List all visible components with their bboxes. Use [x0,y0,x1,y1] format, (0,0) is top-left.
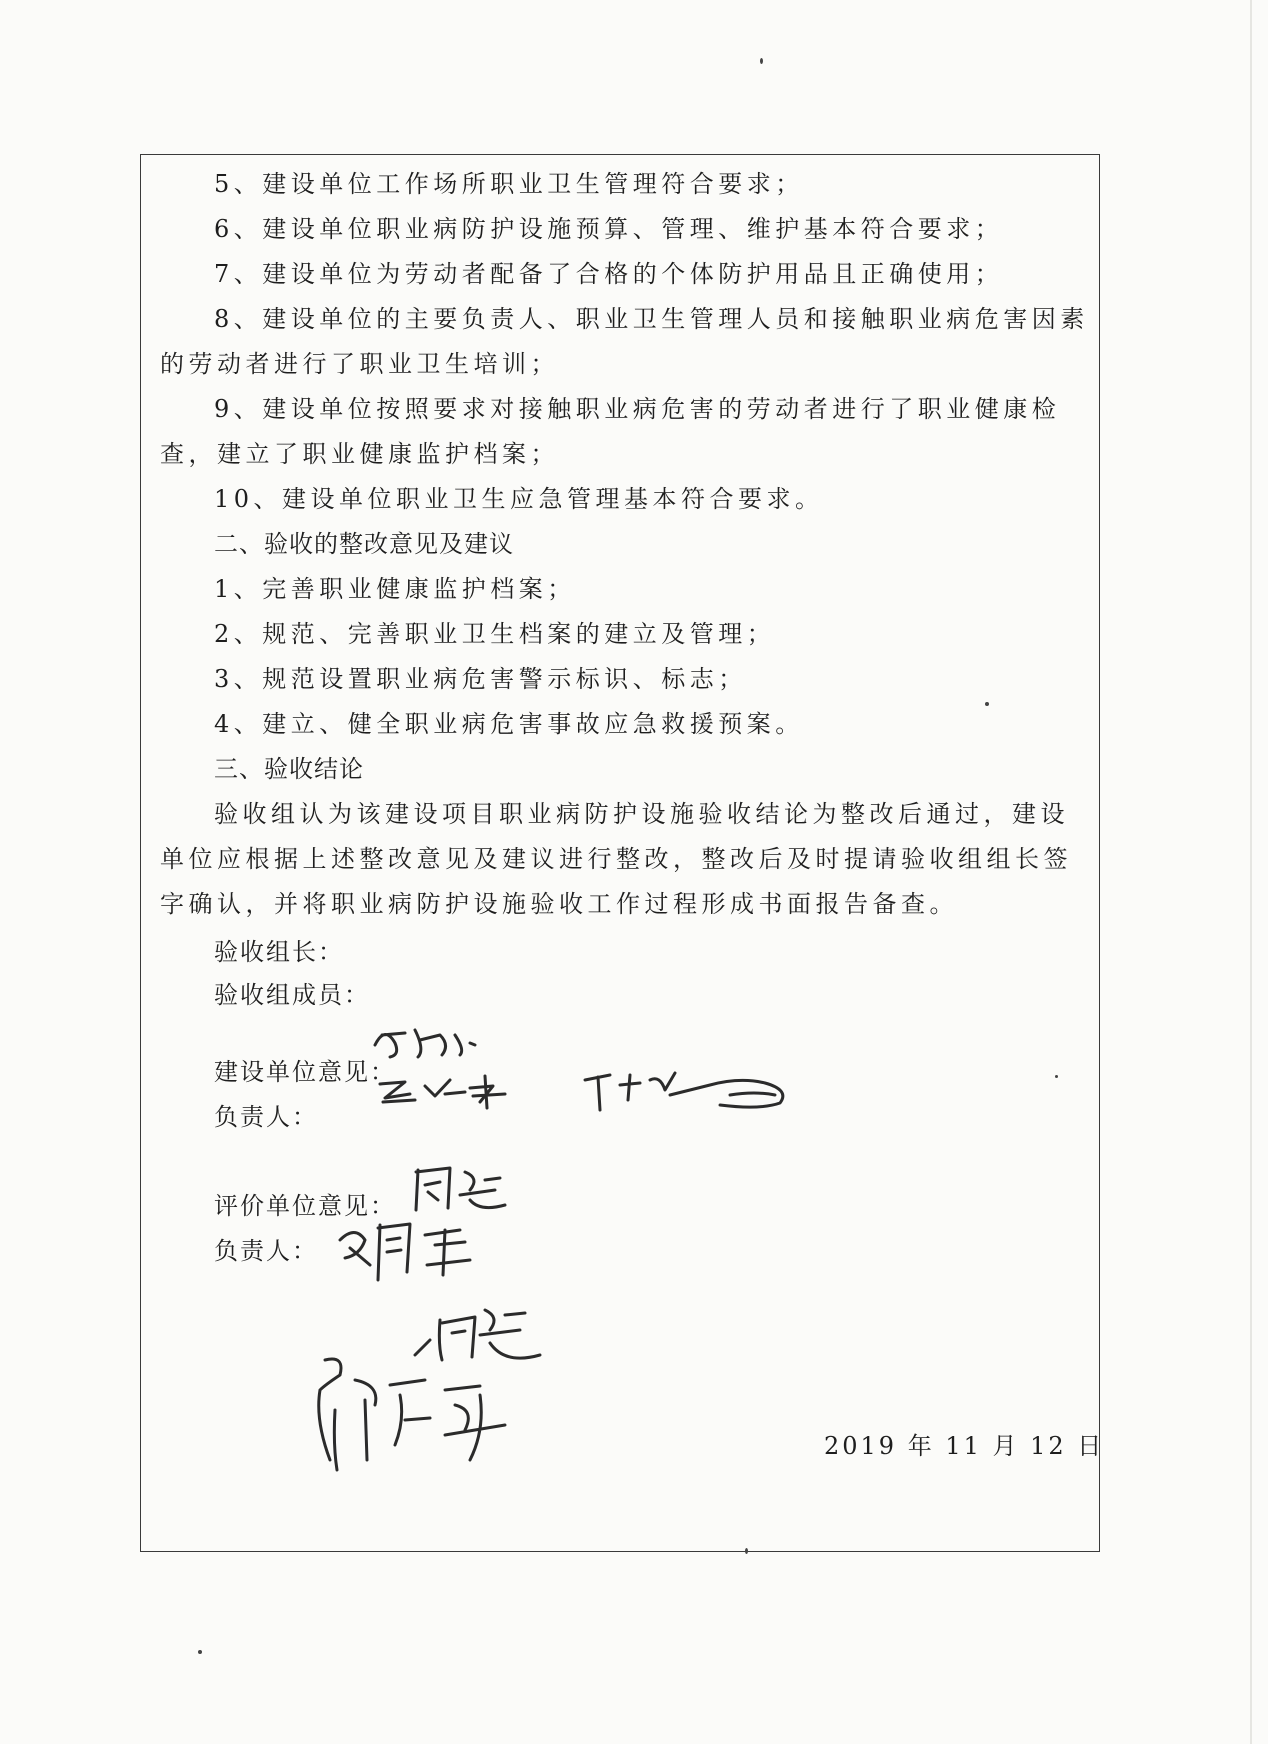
conclusion-5: 5、建设单位工作场所职业卫生管理符合要求； [214,170,804,198]
evaluator-opinion-label: 评价单位意见： [214,1192,396,1220]
conclusion-7: 7、建设单位为劳动者配备了合格的个体防护用品且正确使用； [214,260,1004,288]
conclusion-9-cont: 查，建立了职业健康监护档案； [160,440,559,468]
conclusion-9: 9、建设单位按照要求对接触职业病危害的劳动者进行了职业健康检 [214,395,1061,423]
conclusion-8-cont: 的劳动者进行了职业卫生培训； [160,350,559,378]
conclusion-10: 10、建设单位职业卫生应急管理基本符合要求。 [214,485,824,513]
member-signature-2 [580,1055,810,1125]
scan-speck [1055,1075,1058,1078]
document-date: 2019 年 11 月 12 日 [824,1432,1105,1460]
builder-person-signature [335,1210,485,1290]
section3-title: 三、验收结论 [214,755,364,783]
scan-speck [760,58,763,64]
builder-opinion-label: 建设单位意见： [214,1058,396,1086]
verdict-line-3: 字确认，并将职业病防护设施验收工作过程形成书面报告备查。 [160,890,958,918]
scan-speck [745,1548,748,1554]
evaluator-person-signature [305,1350,545,1490]
rectification-3: 3、规范设置职业病危害警示标识、标志； [214,665,747,693]
rectification-4: 4、建立、健全职业病危害事故应急救援预案。 [214,710,804,738]
verdict-line-2: 单位应根据上述整改意见及建议进行整改，整改后及时提请验收组组长签 [160,845,1072,873]
builder-person-label: 负责人： [214,1103,318,1131]
evaluator-person-label: 负责人： [214,1237,318,1265]
leader-label: 验收组长： [214,938,344,966]
conclusion-6: 6、建设单位职业病防护设施预算、管理、维护基本符合要求； [214,215,1004,243]
scan-speck [198,1650,202,1654]
scan-speck [985,702,989,706]
rectification-2: 2、规范、完善职业卫生档案的建立及管理； [214,620,776,648]
member-signature-1 [375,1066,555,1116]
rectification-1: 1、完善职业健康监护档案； [214,575,576,603]
conclusion-8: 8、建设单位的主要负责人、职业卫生管理人员和接触职业病危害因素 [214,305,1089,333]
section2-title: 二、验收的整改意见及建议 [214,530,514,558]
members-label: 验收组成员： [214,981,370,1009]
leader-signature [370,1015,520,1065]
page-edge [1250,0,1252,1744]
verdict-line-1: 验收组认为该建设项目职业病防护设施验收结论为整改后通过，建设 [214,800,1069,828]
